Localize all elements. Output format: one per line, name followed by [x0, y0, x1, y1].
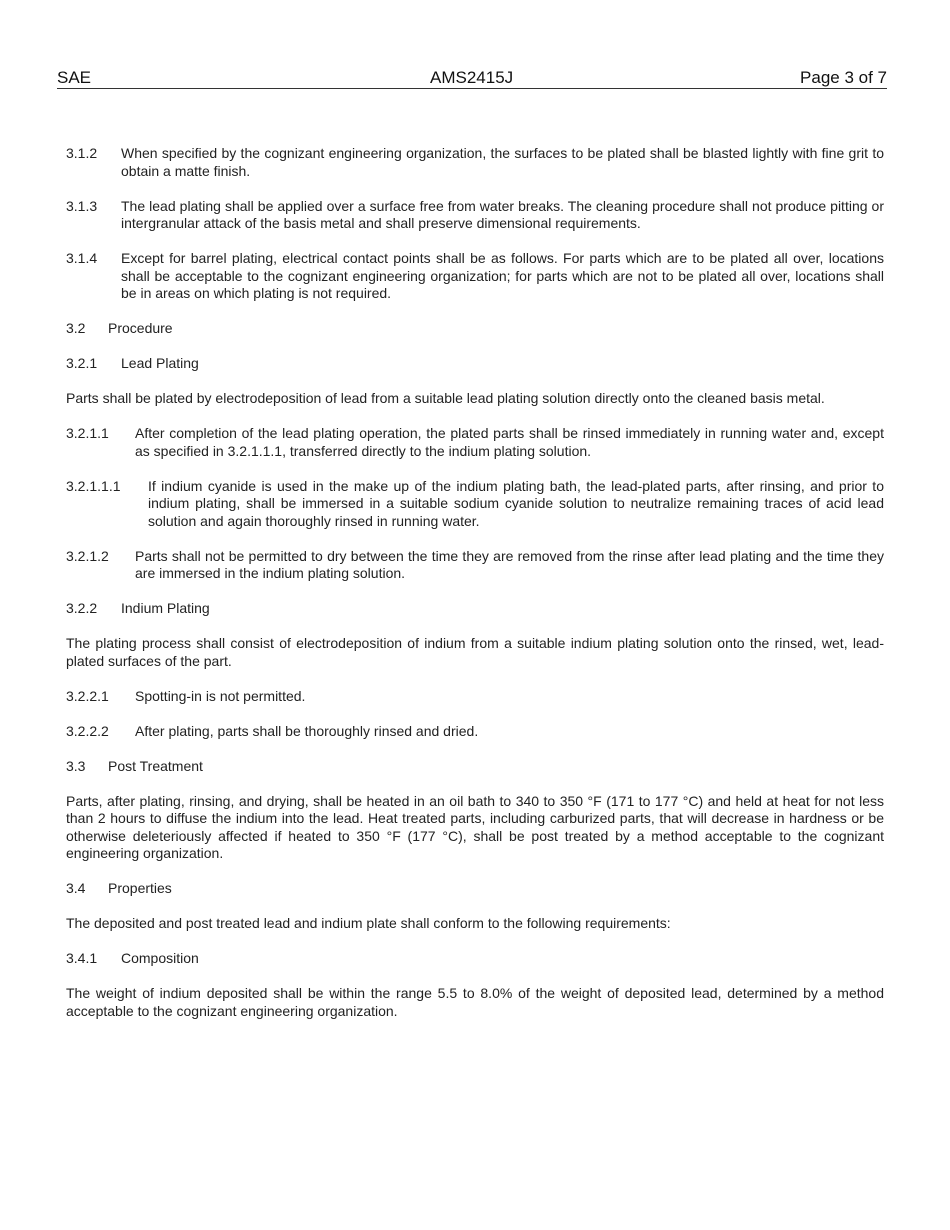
section-number: 3.2.2.2 — [66, 722, 109, 739]
section-3-1-2 — [66, 145, 884, 180]
section-3-2-1-1-1 — [66, 478, 884, 531]
section-number: 3.4.1 — [66, 950, 98, 966]
section-number: 3.2.2 — [66, 600, 98, 616]
section-3-1-4 — [66, 250, 884, 303]
section-number: 3.3 — [66, 757, 86, 774]
section-text: If indium cyanide is used in the make up of the indium plating bath, the lead-plated parts, after rinsing, and prior to indium plating, shall be immersed in a suitable sodium cyanide solution to neutralize remaining traces of acid lead solution and again thoroughly rinsed in running water. — [148, 477, 884, 529]
paragraph-properties: The deposited and post treated lead and indium plate shall conform to the following requirements: — [66, 915, 671, 931]
section-3-2-1-1 — [66, 425, 884, 460]
section-title: Lead Plating — [121, 355, 199, 371]
section-3-1-3 — [66, 198, 884, 233]
section-number: 3.1.4 — [66, 250, 98, 266]
section-number: 3.2.2.1 — [66, 687, 109, 704]
section-number: 3.2.1.1.1 — [66, 477, 121, 494]
heading-3-4-1 — [66, 950, 884, 968]
header-doc-id: AMS2415J — [430, 68, 514, 87]
section-number: 3.2.1 — [66, 355, 98, 371]
section-3-2-1-2 — [66, 548, 884, 583]
heading-3-2 — [66, 320, 884, 338]
section-text: Spotting-in is not permitted. — [135, 687, 306, 704]
section-text: The lead plating shall be applied over a surface free from water breaks. The cleaning procedure shall not produce pitting or intergranular attack of the basis metal and shall preserve dimensional requirements. — [121, 197, 884, 231]
section-text: After completion of the lead plating operation, the plated parts shall be rinsed immediately in running water and, except as specified in 3.2.1.1.1, transferred directly to the indium plating solution. — [135, 425, 884, 459]
section-text: Except for barrel plating, electrical contact points shall be as follows. For parts which are to be plated all over, locations shall be acceptable to the cognizant engineering organization; for parts which are not to be plated all over, locations shall be in areas on which plating is not required. — [121, 250, 884, 301]
header-page-number: Page 3 of 7 — [800, 68, 887, 87]
page-header — [57, 68, 887, 89]
section-number: 3.4 — [66, 880, 86, 896]
section-title: Properties — [108, 880, 172, 896]
heading-3-3 — [66, 758, 884, 776]
paragraph-post-treatment: Parts, after plating, rinsing, and drying, shall be heated in an oil bath to 340 to 350 °F (171 to 177 °C) and held at heat for not less than 2 hours to diffuse the indium into the lead. Heat treated parts, including carburized parts, that will decrease in hardness or be otherwise deleteriously affected if heated to 350 °F (177 °C), shall be post treated by a method acceptable to the cognizant engineering organization. — [66, 792, 884, 861]
section-text: When specified by the cognizant engineering organization, the surfaces to be plated shall be blasted lightly with fine grit to obtain a matte finish. — [121, 145, 884, 179]
section-title: Composition — [121, 950, 199, 966]
section-title: Procedure — [108, 320, 173, 336]
heading-3-4 — [66, 880, 884, 898]
document-body — [66, 145, 884, 1038]
section-number: 3.1.3 — [66, 197, 98, 214]
paragraph-lead-plating: Parts shall be plated by electrodeposition of lead from a suitable lead plating solution directly onto the cleaned basis metal. — [66, 390, 825, 406]
section-title: Indium Plating — [121, 600, 210, 616]
heading-3-2-2 — [66, 600, 884, 618]
section-title: Post Treatment — [108, 757, 203, 774]
paragraph-indium-plating: The plating process shall consist of electrodeposition of indium from a suitable indium plating solution onto the rinsed, wet, lead-plated surfaces of the part. — [66, 635, 884, 669]
section-number: 3.2 — [66, 320, 86, 336]
section-number: 3.1.2 — [66, 145, 98, 161]
section-text: After plating, parts shall be thoroughly rinsed and dried. — [135, 722, 479, 739]
section-number: 3.2.1.2 — [66, 547, 109, 564]
section-3-2-2-2 — [66, 723, 884, 741]
section-number: 3.2.1.1 — [66, 425, 109, 441]
section-text: Parts shall not be permitted to dry between the time they are removed from the rinse after lead plating and the time they are immersed in the indium plating solution. — [135, 547, 884, 581]
section-3-2-2-1 — [66, 688, 884, 706]
header-org: SAE — [57, 68, 92, 87]
paragraph-composition: The weight of indium deposited shall be within the range 5.5 to 8.0% of the weight of deposited lead, determined by a method acceptable to the cognizant engineering organization. — [66, 985, 884, 1019]
heading-3-2-1 — [66, 355, 884, 373]
